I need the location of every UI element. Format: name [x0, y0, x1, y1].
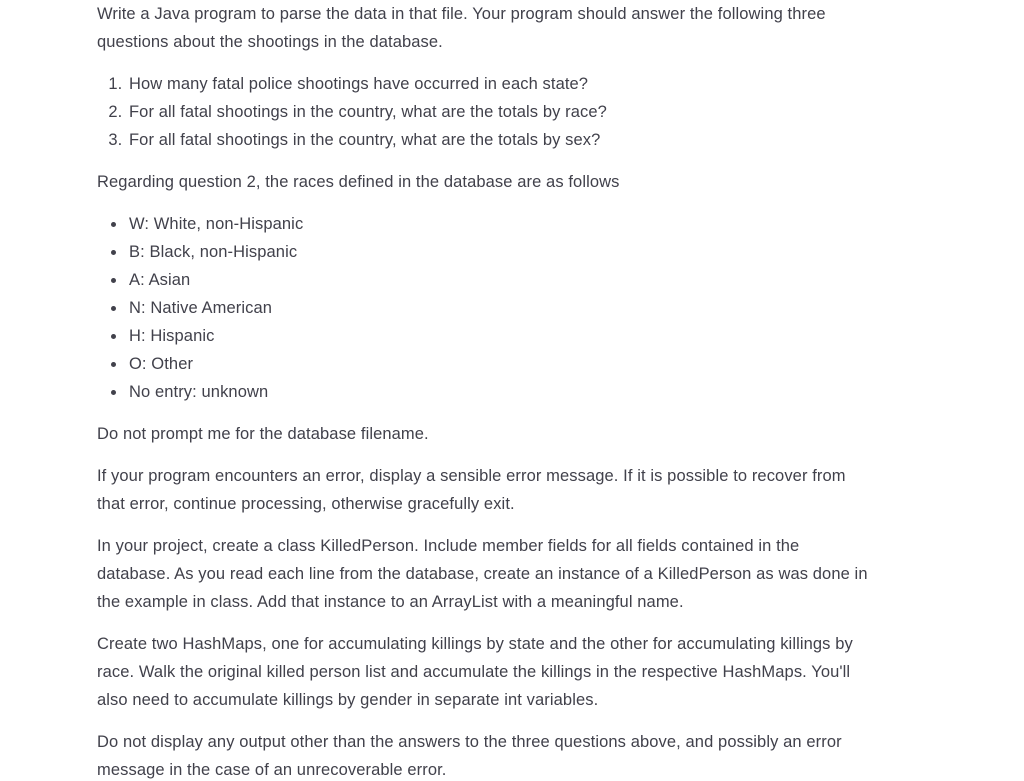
- race-item-black: • B: Black, non-Hispanic: [127, 238, 842, 266]
- race-item-white: • W: White, non-Hispanic: [127, 210, 842, 238]
- killed-person-paragraph: In your project, create a class KilledPerson. Include member fields for all fields contained in the database. As you read each line from the database, create an instance of a KilledPerson as was done in the example in class. Add that instance to an ArrayList with a meaningful name.: [97, 537, 868, 611]
- intro-paragraph: Write a Java program to parse the data in that file. Your program should answer the following three questions about the shootings in the database.: [97, 5, 826, 51]
- error-handling-paragraph: If your program encounters an error, display a sensible error message. If it is possible to recover from that error, continue processing, otherwise gracefully exit.: [97, 467, 846, 513]
- hashmaps-paragraph: Create two HashMaps, one for accumulating killings by state and the other for accumulating killings by race. Walk the original killed person list and accumulate the killings in the respective HashMaps. You'll also need to accumulate killings by gender in separate int variables.: [97, 635, 853, 709]
- race-item-asian: • A: Asian: [127, 266, 842, 294]
- race-item-native-american: • N: Native American: [127, 294, 842, 322]
- filename-note-paragraph: Do not prompt me for the database filename.: [97, 425, 429, 443]
- races-intro-paragraph: Regarding question 2, the races defined in the database are as follows: [97, 173, 620, 191]
- output-note-paragraph: Do not display any output other than the answers to the three questions above, and possibly an error message in the case of an unrecoverable error.: [97, 733, 842, 779]
- question-item-2: 2. For all fatal shootings in the country, what are the totals by race?: [127, 98, 842, 126]
- race-item-hispanic: • H: Hispanic: [127, 322, 842, 350]
- questions-list: [97, 70, 842, 154]
- race-item-other: • O: Other: [127, 350, 842, 378]
- race-item-unknown: • No entry: unknown: [127, 378, 842, 406]
- races-list: [97, 210, 842, 406]
- question-item-3: 3. For all fatal shootings in the country, what are the totals by sex?: [127, 126, 842, 154]
- question-item-1: 1. How many fatal police shootings have occurred in each state?: [127, 70, 842, 98]
